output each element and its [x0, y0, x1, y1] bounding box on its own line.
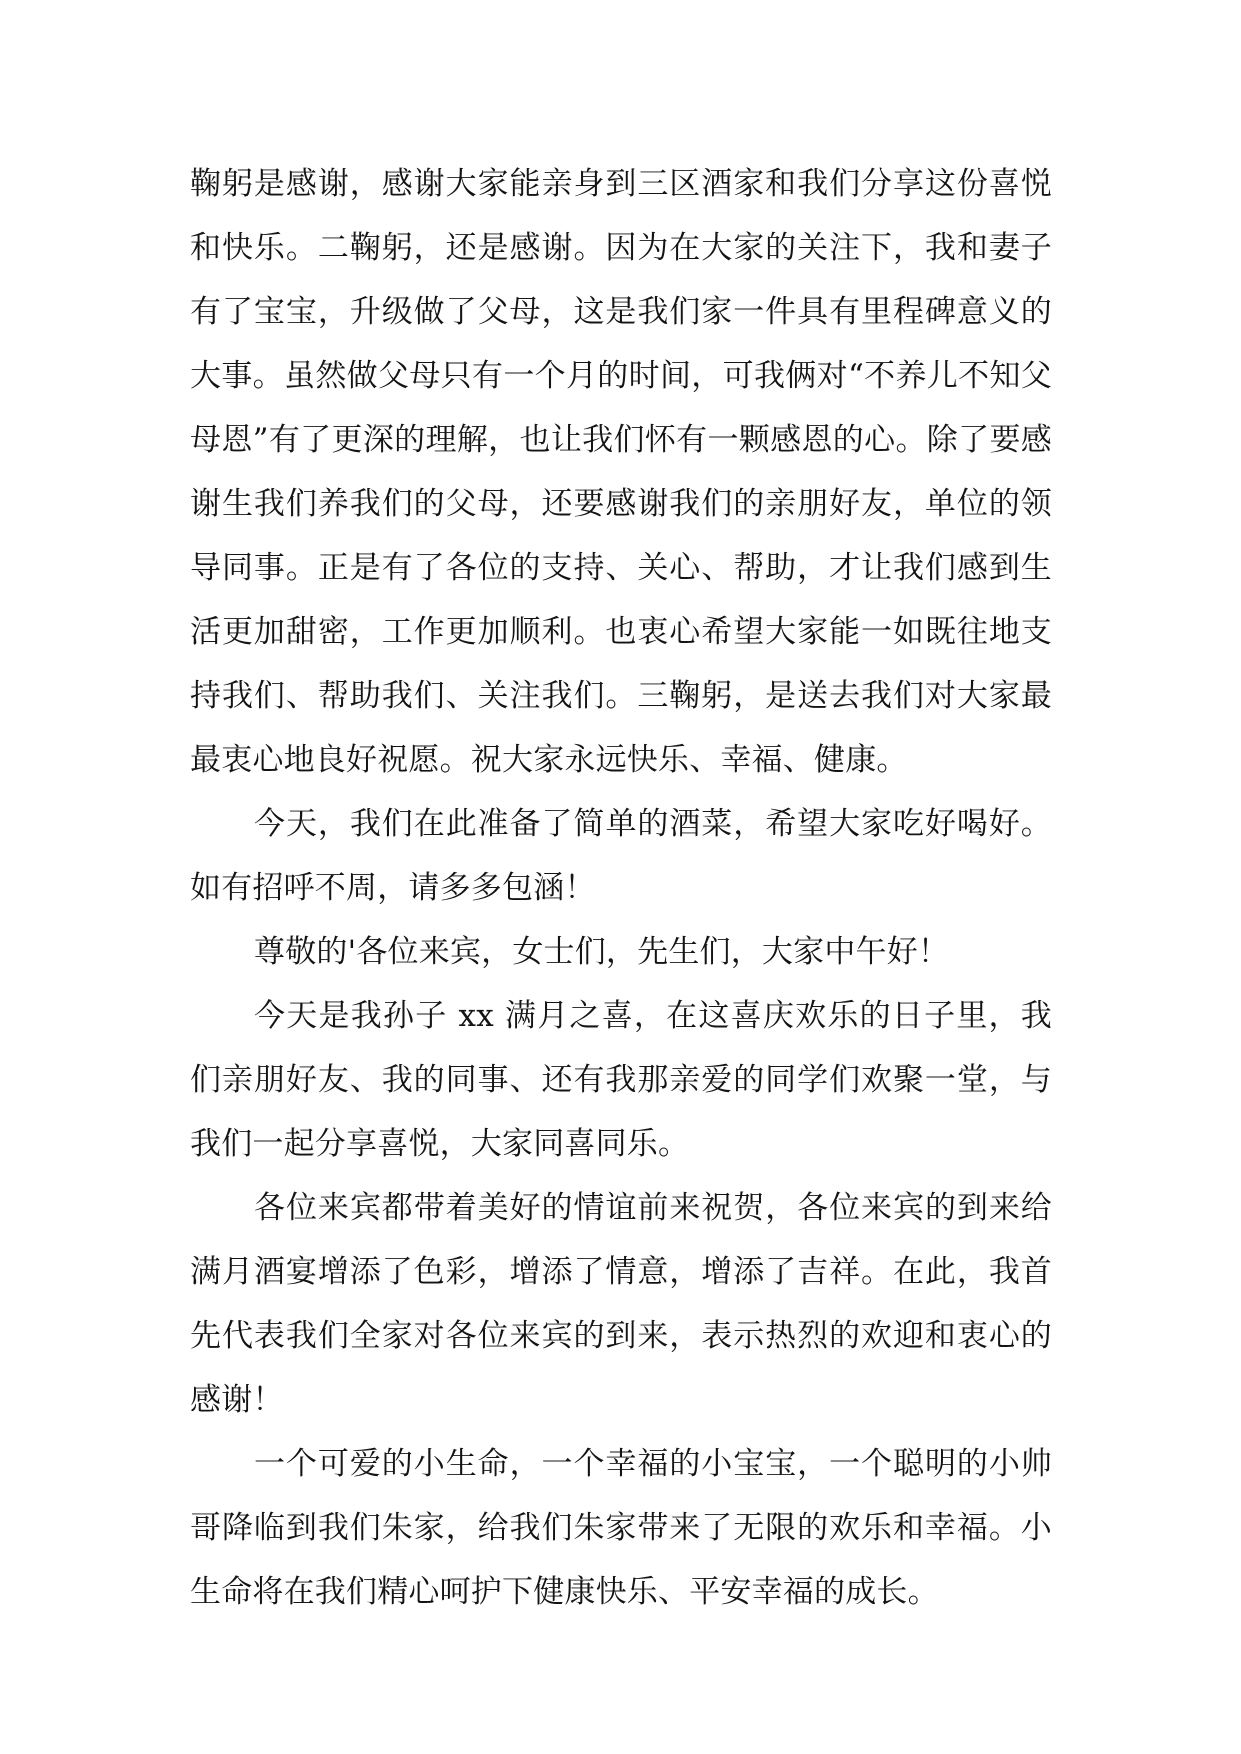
paragraph-4: 今天是我孙子 xx 满月之喜，在这喜庆欢乐的日子里，我们亲朋好友、我的同事、还有我那亲爱的同学们欢聚一堂，与我们一起分享喜悦，大家同喜同乐。	[190, 998, 1052, 1162]
document-body	[190, 152, 1052, 1624]
paragraph-3: 尊敬的'各位来宾，女士们，先生们，大家中午好！	[254, 934, 950, 970]
paragraph-5: 各位来宾都带着美好的情谊前来祝贺，各位来宾的到来给满月酒宴增添了色彩，增添了情意，增添了吉祥。在此，我首先代表我们全家对各位来宾的到来，表示热烈的欢迎和衷心的感谢！	[190, 1190, 1052, 1418]
paragraph-1: 鞠躬是感谢，感谢大家能亲身到三区酒家和我们分享这份喜悦和快乐。二鞠躬，还是感谢。因为在大家的关注下，我和妻子有了宝宝，升级做了父母，这是我们家一件具有里程碑意义的大事。虽然做父母只有一个月的时间，可我俩对“不养儿不知父母恩”有了更深的理解，也让我们怀有一颗感恩的心。除了要感谢生我们养我们的父母，还要感谢我们的亲朋好友，单位的领导同事。正是有了各位的支持、关心、帮助，才让我们感到生活更加甜密，工作更加顺利。也衷心希望大家能一如既往地支持我们、帮助我们、关注我们。三鞠躬，是送去我们对大家最最衷心地良好祝愿。祝大家永远快乐、幸福、健康。	[190, 166, 1052, 778]
paragraph-6: 一个可爱的小生命，一个幸福的小宝宝，一个聪明的小帅哥降临到我们朱家，给我们朱家带来了无限的欢乐和幸福。小生命将在我们精心呵护下健康快乐、平安幸福的成长。	[190, 1446, 1052, 1610]
paragraph-2: 今天，我们在此准备了简单的酒菜，希望大家吃好喝好。如有招呼不周，请多多包涵！	[190, 806, 1052, 906]
